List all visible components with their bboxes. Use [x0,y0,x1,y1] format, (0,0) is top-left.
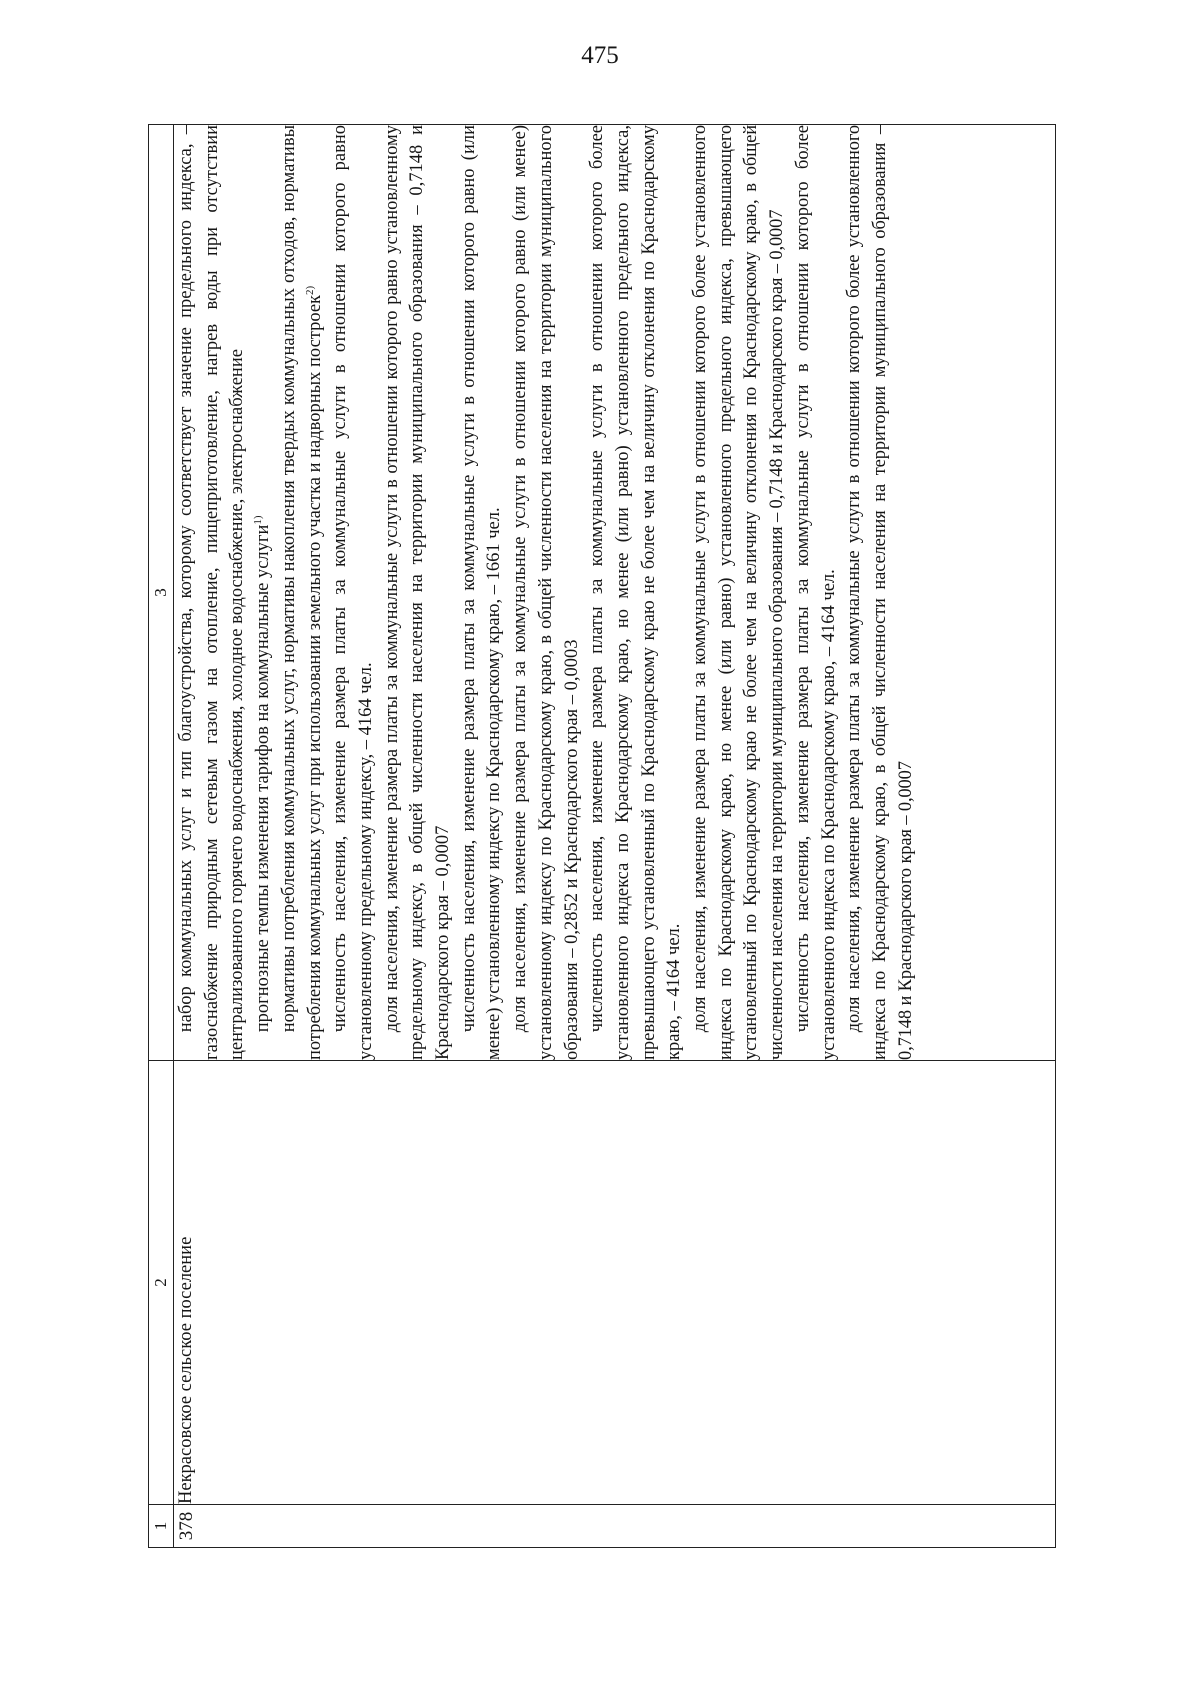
description-paragraph [842,125,919,1060]
description-paragraph [791,125,842,1060]
paragraph-text: доля населения, изменение размера платы за коммунальные услуги в отношении которого более установленного индекса по Краснодарскому краю, но менее (или равно) установленного предельного индекса, превышающего установленный по Краснодарскому краю не более чем на величину отклонения по Краснодарскому краю, в общей численности населения на территории муниципального образования – 0,7148 и Краснодарского края – 0,0007 [690,125,788,1060]
description-paragraph [585,125,688,1060]
description-paragraph [328,125,379,1060]
footnote-mark: 2) [303,285,316,295]
row-number-cell: 378 [174,1505,1056,1548]
paragraph-text: численность населения, изменение размера платы за коммунальные услуги в отношении которого равно установленному предельному индексу, – 4164 чел. [330,125,376,1060]
paragraph-text: доля населения, изменение размера платы за коммунальные услуги в отношении которого более установленного индекса по Краснодарскому краю, в общей численности населения на территории муниципального образования – 0,7148 и Краснодарского края – 0,0007 [844,125,916,1060]
description-paragraph [174,125,251,1060]
column-header-2: 2 [149,1061,174,1505]
description-paragraph [277,125,328,1060]
paragraph-text: доля населения, изменение размера платы за коммунальные услуги в отношении которого равно (или менее) установленному индексу по Краснодарскому краю, в общей численности населения на территории муниципального образования – 0,2852 и Краснодарского края – 0,0003 [510,125,582,1060]
page-number: 475 [581,42,619,69]
description-paragraph [688,125,791,1060]
description-paragraph [380,125,457,1060]
paragraph-text: численность населения, изменение размера платы за коммунальные услуги в отношении которого более установленного индекса по Краснодарскому краю, – 4164 чел. [792,125,839,1060]
description-paragraph [251,125,277,1060]
paragraph-text: численность населения, изменение размера платы за коммунальные услуги в отношении которого равно (или менее) установленному индексу по Краснодарскому краю, – 1661 чел. [458,125,505,1060]
table-header-row [149,125,174,1548]
description-paragraph [457,125,508,1060]
column-header-3: 3 [149,125,174,1061]
description-paragraph [508,125,585,1060]
data-table [148,124,1056,1548]
paragraph-text: нормативы потребления коммунальных услуг, нормативы накопления твердых коммунальных отходов, нормативы потребления коммунальных услуг при использовании земельного участка и надворных построек [278,125,325,1060]
footnote-mark: 1) [251,515,264,525]
settlement-name-cell: Некрасовское сельское поселение [174,1061,1056,1505]
description-cell [174,125,1056,1061]
paragraph-text: прогнозные темпы изменения тарифов на коммунальные услуги [253,524,274,1033]
paragraph-text: доля населения, изменение размера платы за коммунальные услуги в отношении которого равно установленному предельному индексу, в общей численности населения на территории муниципального образования – 0,7148 и Краснодарского края – 0,0007 [381,125,454,1060]
rotated-table-container [148,125,1056,1548]
table-row [174,125,1056,1548]
paragraph-text: набор коммунальных услуг и тип благоустройства, которому соответствует значение предельного индекса, – газоснабжение природным сетевым газом на отопление, пищеприготовление, нагрев воды при отсутствии централизованного горячего водоснабжения, холодное водоснабжение, электроснабжение [176,125,248,1060]
paragraph-text: численность населения, изменение размера платы за коммунальные услуги в отношении которого более установленного индекса по Краснодарскому краю, но менее (или равно) установленного предельного индекса, превышающего установленный по Краснодарскому краю не более чем на величину отклонения по Краснодарскому краю, – 4164 чел. [587,125,685,1060]
column-header-1: 1 [149,1505,174,1548]
